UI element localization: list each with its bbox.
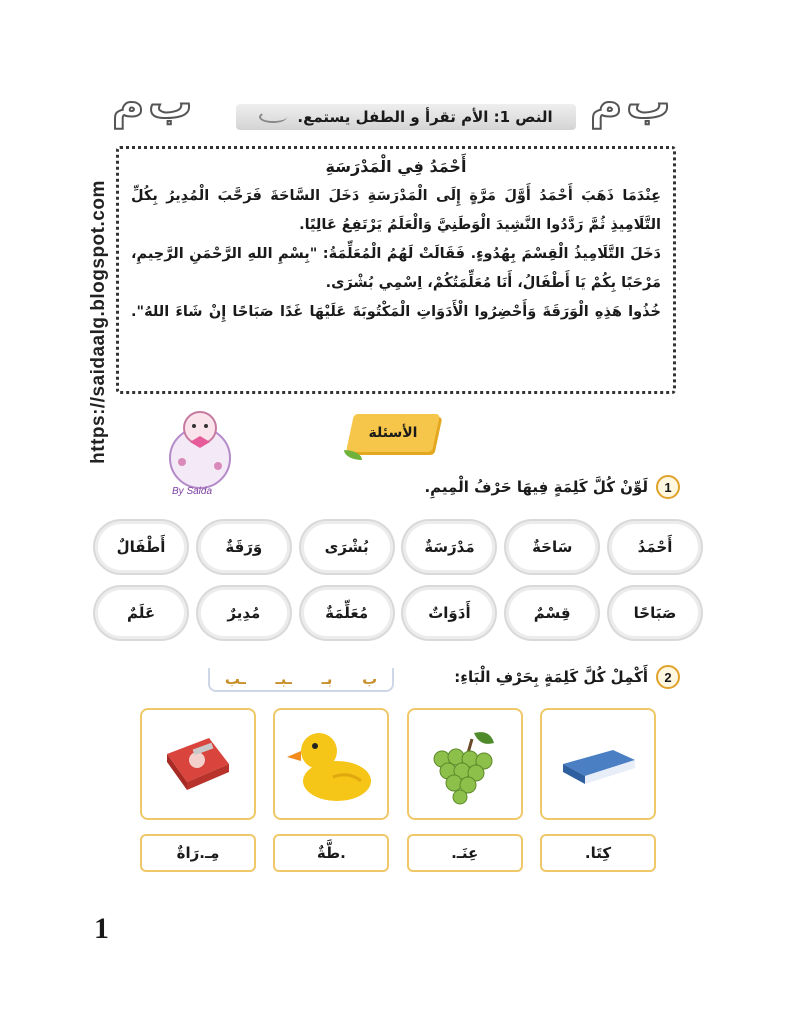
- word-cloud-row-2: [98, 590, 698, 636]
- word-cloud[interactable]: عَلَمٌ: [98, 590, 184, 636]
- header-letters-left: [112, 74, 192, 134]
- question-2: [380, 662, 680, 692]
- word-cloud[interactable]: مُعَلِّمَةٌ: [304, 590, 390, 636]
- questions-badge-label: الأسئلة: [368, 425, 418, 441]
- passage-line: التَّلَامِيذِ ثُمَّ رَدَّدُوا النَّشِيدَ الْوَطَنِيَّ وَالْعَلَمُ يَرْتَفِعُ عَالِيًا.: [299, 217, 661, 233]
- passage-line: مَرْحَبًا بِكُمْ يَا أَطْفَالُ، أَنَا مُعَلِّمَتُكُمْ، اِسْمِي بُشْرَى.: [325, 275, 661, 291]
- question-1: [380, 472, 680, 502]
- title-banner: [236, 104, 576, 130]
- word-cloud[interactable]: أَطْفَالٌ: [98, 524, 184, 570]
- sharpener-icon: [153, 724, 243, 804]
- page-number: 1: [94, 912, 109, 945]
- word-cloud[interactable]: مَدْرَسَةٌ: [406, 524, 492, 570]
- letter-form: ـبـ: [275, 670, 292, 688]
- passage-line: دَخَلَ التَّلَامِيذُ الْقِسْمَ بِهُدُوءٍ. فَقَالَتْ لَهُمُ الْمُعَلِّمَةُ: "بِسْمِ اللهِ الرَّحْمَنِ الرَّحِيمِ،: [131, 246, 661, 262]
- picture-card: [407, 708, 523, 820]
- blog-url: https://saidaalg.blogspot.com: [88, 180, 109, 464]
- reading-passage: [116, 146, 676, 394]
- mascot-label: By Saida: [172, 486, 213, 497]
- word-cloud-row-1: [98, 524, 698, 570]
- passage-line: عِنْدَمَا ذَهَبَ أَحْمَدُ أَوَّلَ مَرَّةٍ إِلَى الْمَدْرَسَةِ دَخَلَ السَّاحَةَ فَرَحَّبَ الْمُدِيرُ بِكُلِّ: [131, 188, 661, 204]
- question-text: أَكْمِلْ كُلَّ كَلِمَةٍ بِحَرْفِ الْبَاءِ:: [454, 668, 648, 686]
- word-cloud[interactable]: أَدَوَاتٌ: [406, 590, 492, 636]
- letter-baa: ب: [626, 78, 671, 129]
- question-number: 1: [656, 475, 680, 499]
- mascot-icon: [160, 402, 240, 494]
- letter-forms-strip: [208, 668, 394, 692]
- swoosh-icon: [259, 111, 287, 123]
- word-cloud[interactable]: وَرَقَةٌ: [201, 524, 287, 570]
- picture-card: [540, 708, 656, 820]
- header-letters-right: [590, 74, 670, 134]
- word-card[interactable]: كِتَا.: [540, 834, 656, 872]
- letter-form: بـ: [321, 670, 333, 688]
- word-card[interactable]: .طَّةٌ: [273, 834, 389, 872]
- passage-title: أَحْمَدُ فِي الْمَدْرَسَةِ: [325, 157, 467, 176]
- letter-meem: م: [112, 78, 145, 129]
- letter-form: ـب: [224, 670, 246, 688]
- picture-cards: [140, 708, 656, 820]
- page-title: النص 1: الأم تقرأ و الطفل يستمع.: [297, 108, 553, 126]
- word-cloud[interactable]: سَاحَةٌ: [509, 524, 595, 570]
- word-cloud[interactable]: أَحْمَدُ: [612, 524, 698, 570]
- letter-form: ب: [362, 670, 378, 688]
- word-cloud[interactable]: قِسْمٌ: [509, 590, 595, 636]
- book-icon: [553, 734, 643, 794]
- word-card[interactable]: مِـ.رَاةٌ: [140, 834, 256, 872]
- word-cloud[interactable]: بُشْرَى: [304, 524, 390, 570]
- grapes-icon: [420, 719, 510, 809]
- letter-meem: م: [590, 78, 623, 129]
- letter-baa: ب: [148, 78, 193, 129]
- word-cloud[interactable]: مُدِيرٌ: [201, 590, 287, 636]
- picture-card: [140, 708, 256, 820]
- duck-icon: [283, 719, 379, 809]
- word-card[interactable]: عِنَـ.: [407, 834, 523, 872]
- picture-card: [273, 708, 389, 820]
- question-number: 2: [656, 665, 680, 689]
- passage-line: خُذُوا هَذِهِ الْوَرَقَةَ وَأَحْضِرُوا الْأَدَوَاتِ الْمَكْتُوبَةَ عَلَيْهَا غَدًا صَبَاحًا إِنْ شَاءَ اللهُ".: [131, 304, 661, 320]
- word-cards: [140, 834, 656, 872]
- word-cloud[interactable]: صَبَاحًا: [612, 590, 698, 636]
- question-text: لَوِّنْ كُلَّ كَلِمَةٍ فِيهَا حَرْفُ الْمِيمِ.: [424, 478, 648, 496]
